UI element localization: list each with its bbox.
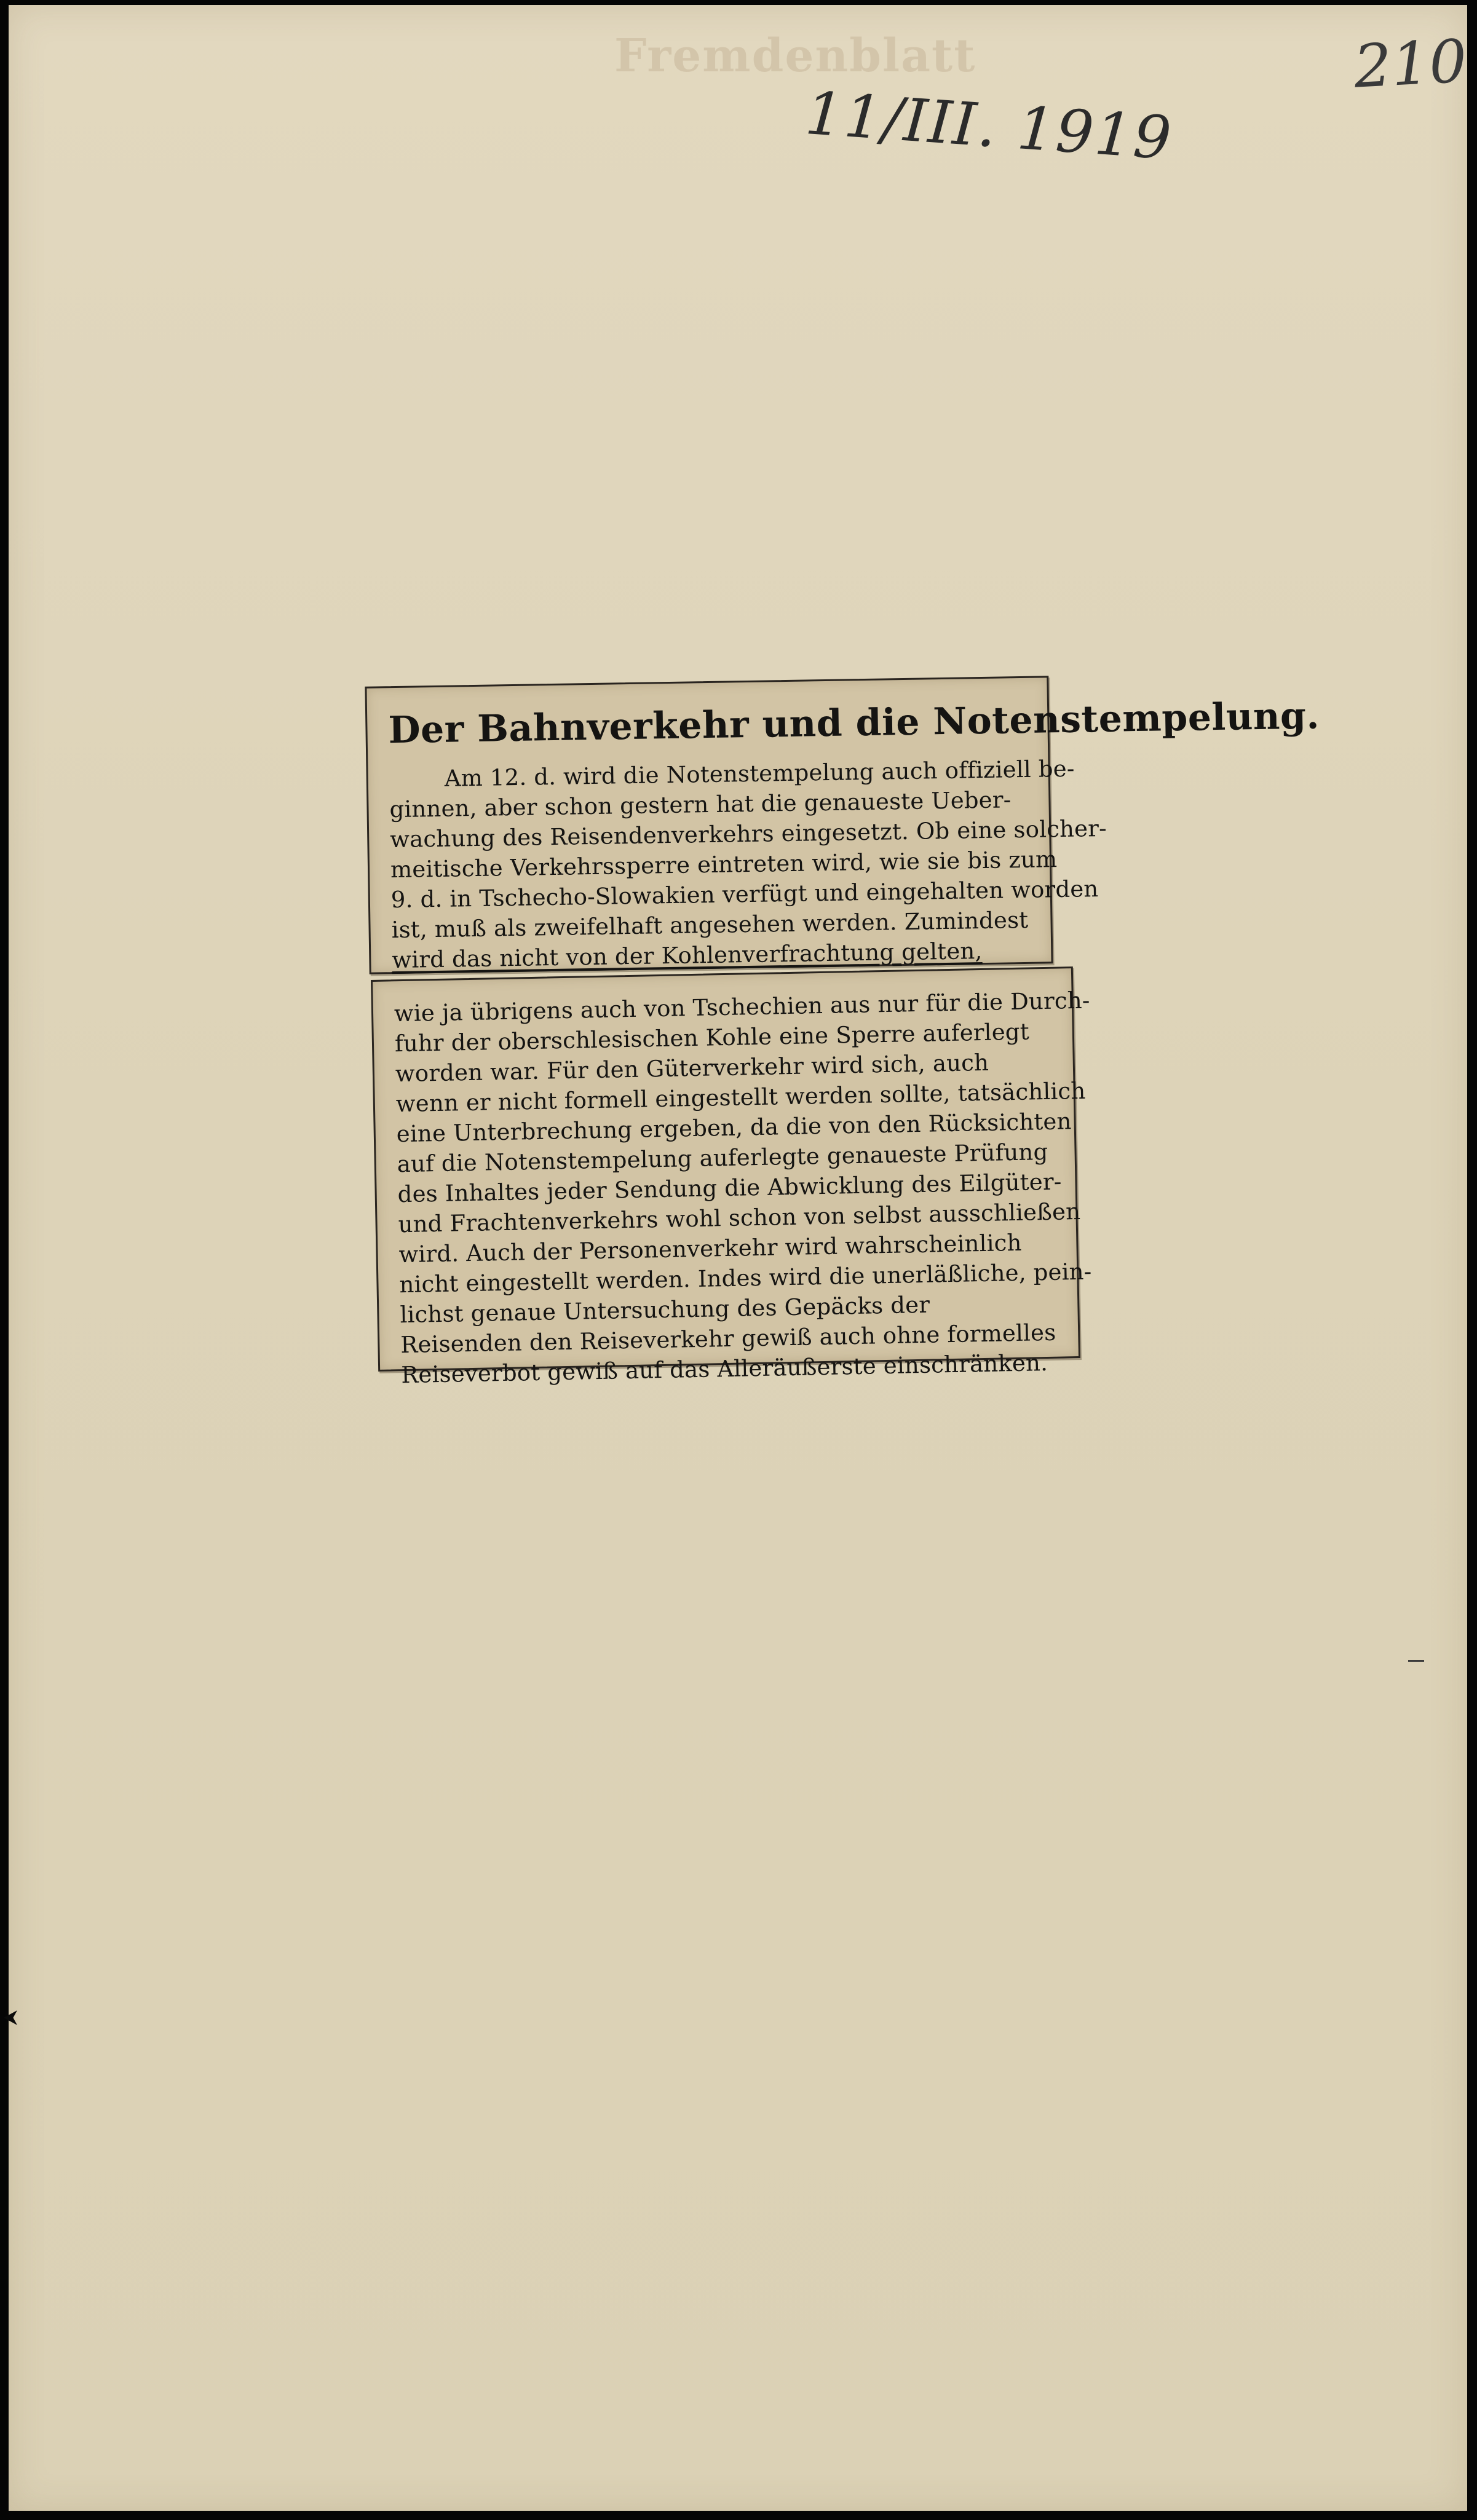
article-line: und Frachtenverkehrs wohl schon von selbst ausschließen	[398, 1198, 1081, 1238]
article-line: lichst genaue Untersuchung des Gepäcks der	[400, 1291, 930, 1329]
article-line: wird. Auch der Personenverkehr wird wahrscheinlich	[398, 1229, 1023, 1268]
article-line: fuhr der oberschlesischen Kohle eine Sperre auferlegt	[394, 1018, 1030, 1057]
clipping-part-2	[371, 966, 1092, 1389]
handwritten-date: 11/III. 1919	[803, 79, 1175, 173]
article-line: nicht eingestellt werden. Indes wird die unerläßliche, pein-	[399, 1258, 1092, 1298]
article-line: meitische Verkehrssperre eintreten wird, wie sie bis zum	[390, 846, 1058, 883]
article-line: Reiseverbot gewiß auf das Alleräußerste einschränken.	[400, 1349, 1048, 1389]
article-line: wachung des Reisendenverkehrs eingesetzt. Ob eine solcher-	[389, 815, 1107, 853]
newspaper-name-stamp: Fremdenblatt	[614, 30, 976, 82]
article-line: worden war. Für den Güterverkehr wird sich, auch	[395, 1049, 989, 1088]
article-line: wenn er nicht formell eingestellt werden sollte, tatsächlich	[395, 1077, 1086, 1118]
article-line: wird das nicht von der Kohlenverfrachtung gelten,	[392, 938, 983, 974]
archive-sheet	[9, 5, 1467, 2511]
article-line: 9. d. in Tschecho-Slowakien verfügt und eingehalten worden	[390, 875, 1099, 914]
article-line: ist, muß als zweifelhaft angesehen werden. Zumindest	[391, 906, 1029, 944]
article-line: Reisenden den Reiseverkehr gewiß auch ohne formelles	[400, 1319, 1056, 1359]
article-line: des Inhaltes jeder Sendung die Abwicklung des Eilgüter-	[397, 1168, 1062, 1208]
article-line: Am 12. d. wird die Notenstempelung auch offiziell be-	[444, 755, 1075, 792]
article-line: auf die Notenstempelung auferlegte genaueste Prüfung	[397, 1138, 1048, 1178]
handwritten-page-number: 210	[1352, 26, 1469, 101]
margin-tick-mark	[1408, 1660, 1424, 1662]
article-line: eine Unterbrechung ergeben, da die von den Rücksichten	[396, 1108, 1072, 1148]
article-line: ginnen, aber schon gestern hat die genaueste Ueber-	[389, 786, 1012, 823]
article-headline: Der Bahnverkehr und die Notenstempelung.	[387, 694, 1320, 752]
clipping-part-1	[365, 676, 1320, 974]
article-line: wie ja übrigens auch von Tschechien aus nur für die Durch-	[394, 987, 1090, 1027]
